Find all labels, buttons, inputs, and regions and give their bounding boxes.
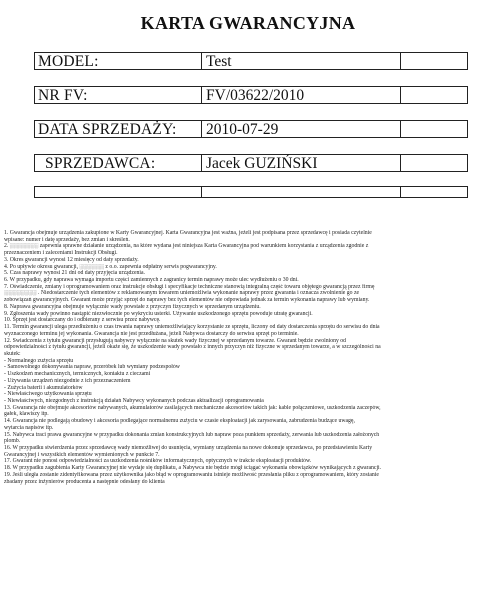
terms-line: - Niewłaściwego użytkowania sprzętu: [4, 391, 92, 398]
terms-line: 17. Gwarant nie ponosi odpowiedzialności za uszkodzenia nośników informatycznych, optycznych w trakcie eksploatacji produktów.: [4, 458, 312, 465]
terms-line: wpisane: numer i datę sprzedaży, bez zmian i skreśleń.: [4, 236, 130, 243]
terms-line: plomb.: [4, 438, 21, 445]
terms-line: - Zużycia baterii i akumulatorków: [4, 384, 83, 391]
document-title: KARTA GWARANCYJNA: [140, 13, 356, 33]
terms-line: - Uszkodzeń mechanicznych, termicznych, kontaktu z cieczami: [4, 371, 151, 378]
invoice-number-row: [34, 86, 468, 104]
terms-line: gałek, klawiszy itp.: [4, 411, 49, 418]
terms-line: odpowiedzialności z tytułu gwarancji, jeżeli okaże się, że uszkodzenie wady powstało z innych przyczyn niż fizyczne w sprzedanym towarze, a w szczególności na: [4, 344, 381, 351]
empty-value: [202, 187, 401, 197]
terms-line: 14. Gwarancja nie podlegają obudowy i akcesoria podlegające normalnemu zużyciu w czasie eksploatacji jak zarysowania, zabrudzenia budzące uwagę,: [4, 418, 355, 425]
empty-label: [35, 187, 202, 197]
terms-line: 4. Po upływie okresu gwarancji, ░░░░░░ z o.o. zapewnia odpłatny serwis pogwarancyjny.: [4, 263, 217, 270]
terms-line: 3. Okres gwarancji wynosi 12 miesięcy od daty sprzedaży.: [4, 256, 139, 263]
terms-line: 5. Czas naprawy wynosi 21 dni od daty przyjęcia urządzenia.: [4, 270, 145, 277]
terms-line: 9. Zgłoszenia wady powinno nastąpić niezwłocznie po wykryciu usterki. Używanie uszkodzonego sprzętu powoduje utratę gwarancji.: [4, 310, 313, 317]
warranty-terms: [4, 230, 492, 485]
model-value: Test: [202, 53, 401, 69]
invoice-number-label: NR FV:: [35, 87, 202, 103]
terms-line: - Używania urządzeń niezgodnie z ich przeznaczeniem: [4, 377, 131, 384]
terms-line: wyznaczonego terminu jej wykonania. Gwarancja nie jest przedłużana, jeżeli Nabywca dostarczy do serwisu sprzęt po terminie.: [4, 330, 299, 337]
terms-line: ░░░░░░░░ . Niedostarczenie tych elementów z reklamowanym towarem uniemożliwia wykonanie naprawy przez gwaranta i oznacza zwolnienie go ze: [4, 290, 360, 297]
terms-line: zobowiązań gwarancyjnych. Gwarant może przyjąć sprzęt do naprawy bez tych elementów nie odpowiada jednak za termin wykonania naprawy lub wymiany.: [4, 297, 370, 304]
terms-line: przeznaczeniem i zaleceniami Instrukcji Obsługi.: [4, 250, 118, 257]
sale-date-label: DATA SPRZEDAŻY:: [35, 121, 202, 137]
terms-line: 2. ░░░░░░░ zapewnia sprawne działanie urządzenia, na które wydana jest niniejsza Karta Gwarancyjna pod warunkiem korzystania z urządzenia zgodnie z: [4, 243, 369, 250]
terms-line: - Normalnego zużycia sprzętu: [4, 357, 74, 364]
terms-line: 7. Oświadczenie, zmiany i oprogramowaniem oraz instrukcje obsługi i specyfikacje techniczne stanowią integralną część towaru objętego gwarancją przez firmę: [4, 283, 375, 290]
seller-label: SPRZEDAWCA:: [35, 155, 202, 171]
empty-row: [34, 186, 468, 198]
model-label: MODEL:: [35, 53, 202, 69]
terms-line: 15. Nabywca traci prawa gwarancyjne w przypadku dokonania zmian konstrukcyjnych lub napraw poza punktem sprzedaży, zerwania lub uszkodzenia założonych: [4, 431, 380, 438]
seller-value: Jacek GUZIŃSKI: [202, 155, 401, 171]
terms-line: 12. Świadczenia z tytułu gwarancji przysługują nabywcy wyłącznie na skutek wady fizycznej w sprzedanym towarze. Gwarant będzie zwolniony od: [4, 337, 347, 344]
terms-line: - Samowolnego dokonywania napraw, przeróbek lub wymiany podzespołów: [4, 364, 180, 371]
terms-line: wytarcia napisów itp.: [4, 424, 54, 431]
terms-line: 19. Jeśli uległa zostanie zidentyfikowana przez użytkownika jako błąd w oprogramowaniu istnieje możliwość przesłania pliku z oprogramowaniem, który zostanie: [4, 471, 379, 478]
terms-line: 8. Naprawa gwarancyjna obejmuje wyłącznie wady powstałe z przyczyn fizycznych w sprzedanym urządzeniu.: [4, 303, 261, 310]
model-row: [34, 52, 468, 70]
terms-line: 18. W przypadku zagubienia Karty Gwarancyjnej nie wydaje się duplikatu, a Nabywca nie będzie mógł ściągać wykonania obowiązków wynikających z gwarancji.: [4, 465, 382, 472]
seller-row: [34, 154, 468, 172]
terms-line: 13. Gwarancja nie obejmuje akcesoriów nabywanych, akumulatorów zasilających mechaniczne akcesoriów takich jak: kable połączeniowe, uszkodzenia zaczepów,: [4, 404, 381, 411]
terms-line: Gwarancyjnej i wszystkich elementów wymienionych w punkcie 7.: [4, 451, 160, 458]
terms-line: 11. Termin gwarancji ulega przedłużeniu o czas trwania naprawy uniemożliwiający korzystanie ze sprzętu, liczony od daty dostarczenia sprzętu do serwisu do dnia: [4, 324, 380, 331]
sale-date-row: [34, 120, 468, 138]
terms-line: zbadany przez inżynierów producenta a następnie odesłany do klienta: [4, 478, 165, 485]
invoice-number-value: FV/03622/2010: [202, 87, 401, 103]
sale-date-value: 2010-07-29: [202, 121, 401, 137]
terms-line: 1. Gwarancja obejmuje urządzenia zakupione w Karty Gwarancyjnej. Karta Gwarancyjna jest ważna, jeżeli jest podpisana przez sprzedawcę i posiada czytelnie: [4, 230, 372, 236]
terms-line: 10. Sprzęt jest dostarczany do i odbierany z serwisu przez nabywcę.: [4, 317, 161, 324]
terms-line: skutek:: [4, 350, 21, 357]
terms-line: - Niewłaściwych, niezgodnych z instrukcją działań Nabywcy wykonanych podczas aktualizacji oprogramowania: [4, 397, 264, 404]
terms-line: 16. W przypadku stwierdzenia przez sprzedawcę wady niemożliwej do usunięcia, wymiany urządzenia na nowe dokonuje sprzedawca, po przedstawieniu Karty: [4, 445, 373, 451]
terms-line: 6. W przypadku, gdy naprawa wymaga importu części zamiennych z zagranicy termin naprawy może ulec wydłużeniu o 30 dni.: [4, 277, 299, 284]
